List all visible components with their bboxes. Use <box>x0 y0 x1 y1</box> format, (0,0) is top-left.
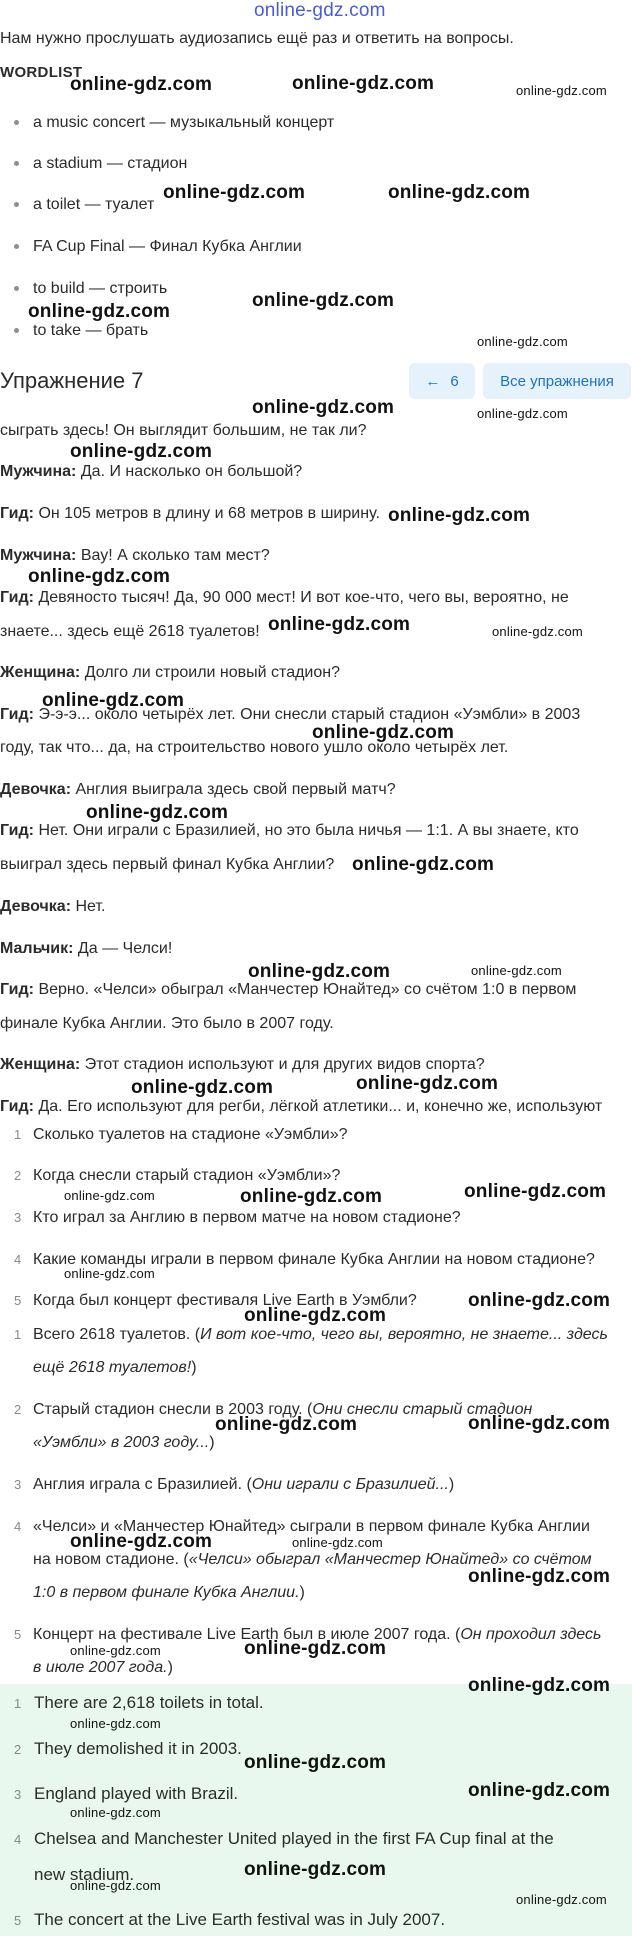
dialogue-line: Мальчик: Да — Челси! <box>0 940 173 957</box>
watermark: online-gdz.com <box>70 1643 161 1658</box>
bullet-icon <box>14 120 19 125</box>
watermark: online-gdz.com <box>252 397 395 418</box>
answer-item: 2 Старый стадион снесли в 2003 году. (Они снесли старый стадион <box>14 1401 533 1418</box>
arrow-left-icon: ← <box>425 372 441 390</box>
watermark: online-gdz.com <box>516 1892 607 1907</box>
english-answer: 5 The concert at the Live Earth festival was in July 2007. <box>14 1910 446 1929</box>
dialogue-line: Гид: Э-э-э... около четырёх лет. Они снесли старый стадион «Уэмбли» в 2003 <box>0 706 581 723</box>
dialogue-line: знаете... здесь ещё 2618 туалетов! <box>0 623 260 640</box>
dialogue-line: Девочка: Нет. <box>0 898 106 915</box>
watermark: online-gdz.com <box>244 1752 387 1773</box>
watermark: online-gdz.com <box>352 854 495 875</box>
watermark: online-gdz.com <box>468 1413 611 1434</box>
answer-item: 5 Концерт на фестивале Live Earth был в июле 2007 года. (Он проходил здесь <box>14 1626 602 1643</box>
watermark: online-gdz.com <box>312 722 455 743</box>
answer-item: 4 «Челси» и «Манчестер Юнайтед» сыграли в первом финале Кубка Англии <box>14 1518 590 1535</box>
watermark: online-gdz.com <box>252 290 395 311</box>
watermark: online-gdz.com <box>70 441 213 462</box>
wordlist-item: FA Cup Final — Финал Кубка Англии <box>14 238 302 256</box>
wordlist-item: a stadium — стадион <box>14 155 187 173</box>
watermark: online-gdz.com <box>28 301 171 322</box>
watermark: online-gdz.com <box>131 1077 274 1098</box>
watermark: online-gdz.com <box>64 1188 155 1203</box>
bullet-icon <box>14 244 19 249</box>
wordlist-title: WORDLIST <box>0 64 83 81</box>
dialogue-line: Гид: Да. Его используют для регби, лёгкой атлетики... и, конечно же, используют <box>0 1098 603 1115</box>
watermark: online-gdz.com <box>215 1414 358 1435</box>
answer-item-cont: на новом стадионе. («Челси» обыграл «Манчестер Юнайтед» со счётом <box>33 1551 592 1568</box>
watermark: online-gdz.com <box>70 1531 213 1552</box>
answer-item-cont: «Уэмбли» в 2003 году...) <box>33 1434 215 1451</box>
watermark: online-gdz.com <box>42 690 185 711</box>
watermark: online-gdz.com <box>254 0 386 21</box>
question-item: 4 Какие команды играли в первом финале Кубка Англии на новом стадионе? <box>14 1251 595 1268</box>
dialogue-line: сыграть здесь! Он выглядит большим, не так ли? <box>0 422 367 439</box>
watermark: online-gdz.com <box>468 1780 611 1801</box>
watermark: online-gdz.com <box>64 1266 155 1281</box>
intro-text: Нам нужно прослушать аудиозапись ещё раз и ответить на вопросы. <box>0 30 514 47</box>
watermark: online-gdz.com <box>86 802 229 823</box>
all-exercises-button[interactable]: Все упражнения <box>483 363 631 399</box>
english-answer: 4 Chelsea and Manchester United played in the first FA Cup final at the <box>14 1829 554 1848</box>
prev-exercise-button[interactable]: ← 6 <box>409 363 475 399</box>
dialogue-line: Гид: Он 105 метров в длину и 68 метров в ширину. <box>0 505 380 522</box>
watermark: online-gdz.com <box>477 334 568 349</box>
watermark: online-gdz.com <box>388 182 531 203</box>
answer-item: 3 Англия играла с Бразилией. (Они играли с Бразилией...) <box>14 1476 455 1493</box>
english-answer: 3 England played with Brazil. <box>14 1784 239 1803</box>
dialogue-line: финале Кубка Англии. Это было в 2007 году. <box>0 1015 334 1032</box>
dialogue-line: Женщина: Долго ли строили новый стадион? <box>0 664 340 681</box>
wordlist-item: to take — брать <box>14 322 148 340</box>
bullet-icon <box>14 161 19 166</box>
bullet-icon <box>14 286 19 291</box>
bullet-icon <box>14 202 19 207</box>
exercise-title: Упражнение 7 <box>0 368 144 393</box>
watermark: online-gdz.com <box>244 1305 387 1326</box>
watermark: online-gdz.com <box>464 1181 607 1202</box>
watermark: online-gdz.com <box>388 505 531 526</box>
answer-item: 1 Всего 2618 туалетов. (И вот кое-что, чего вы, вероятно, не знаете... здесь <box>14 1326 608 1343</box>
watermark: online-gdz.com <box>292 1535 383 1550</box>
dialogue-line: Мужчина: Да. И насколько он большой? <box>0 463 303 480</box>
wordlist-item: to build — строить <box>14 280 167 298</box>
watermark: online-gdz.com <box>492 624 583 639</box>
watermark: online-gdz.com <box>471 963 562 978</box>
watermark: online-gdz.com <box>70 74 213 95</box>
watermark: online-gdz.com <box>292 73 435 94</box>
english-answer-cont: new stadium. <box>34 1865 135 1884</box>
question-item: 2 Когда снесли старый стадион «Уэмбли»? <box>14 1167 341 1184</box>
watermark: online-gdz.com <box>477 406 568 421</box>
dialogue-line: году, так что... да, на строительство нового ушло около четырёх лет. <box>0 739 509 756</box>
watermark: online-gdz.com <box>70 1716 161 1731</box>
watermark: online-gdz.com <box>468 1675 611 1696</box>
dialogue-line: Женщина: Этот стадион используют и для других видов спорта? <box>0 1056 485 1073</box>
watermark: online-gdz.com <box>70 1805 161 1820</box>
english-answer: 1 There are 2,618 toilets in total. <box>14 1693 264 1712</box>
question-item: 1 Сколько туалетов на стадионе «Уэмбли»? <box>14 1126 348 1143</box>
bullet-icon <box>14 328 19 333</box>
watermark: online-gdz.com <box>244 1859 387 1880</box>
dialogue-line: Мужчина: Вау! А сколько там мест? <box>0 547 270 564</box>
answer-item-cont: ещё 2618 туалетов!) <box>33 1359 197 1376</box>
wordlist-item: a toilet — туалет <box>14 196 154 214</box>
dialogue-line: Гид: Нет. Они играли с Бразилией, но это была ничья — 1:1. А вы знаете, кто <box>0 822 579 839</box>
watermark: online-gdz.com <box>70 1878 161 1893</box>
english-answer: 2 They demolished it in 2003. <box>14 1739 242 1758</box>
watermark: online-gdz.com <box>248 961 391 982</box>
wordlist-item: a music concert — музыкальный концерт <box>14 114 334 132</box>
watermark: online-gdz.com <box>240 1186 383 1207</box>
dialogue-line: выиграл здесь первый финал Кубка Англии? <box>0 856 335 873</box>
dialogue-line: Девочка: Англия выиграла здесь свой первый матч? <box>0 781 396 798</box>
dialogue-line: Гид: Верно. «Челси» обыграл «Манчестер Юнайтед» со счётом 1:0 в первом <box>0 981 577 998</box>
watermark: online-gdz.com <box>28 566 171 587</box>
answer-item-cont: 1:0 в первом финале Кубка Англии.) <box>33 1584 305 1601</box>
watermark: online-gdz.com <box>244 1638 387 1659</box>
watermark: online-gdz.com <box>468 1566 611 1587</box>
watermark: online-gdz.com <box>468 1290 611 1311</box>
watermark: online-gdz.com <box>163 182 306 203</box>
watermark: online-gdz.com <box>356 1073 499 1094</box>
watermark: online-gdz.com <box>268 614 411 635</box>
dialogue-line: Гид: Девяносто тысяч! Да, 90 000 мест! И вот кое-что, чего вы, вероятно, не <box>0 589 569 606</box>
answer-item-cont: в июле 2007 года.) <box>33 1659 173 1676</box>
watermark: online-gdz.com <box>516 83 607 98</box>
question-item: 3 Кто играл за Англию в первом матче на новом стадионе? <box>14 1209 461 1226</box>
question-item: 5 Когда был концерт фестиваля Live Earth в Уэмбли? <box>14 1292 417 1309</box>
